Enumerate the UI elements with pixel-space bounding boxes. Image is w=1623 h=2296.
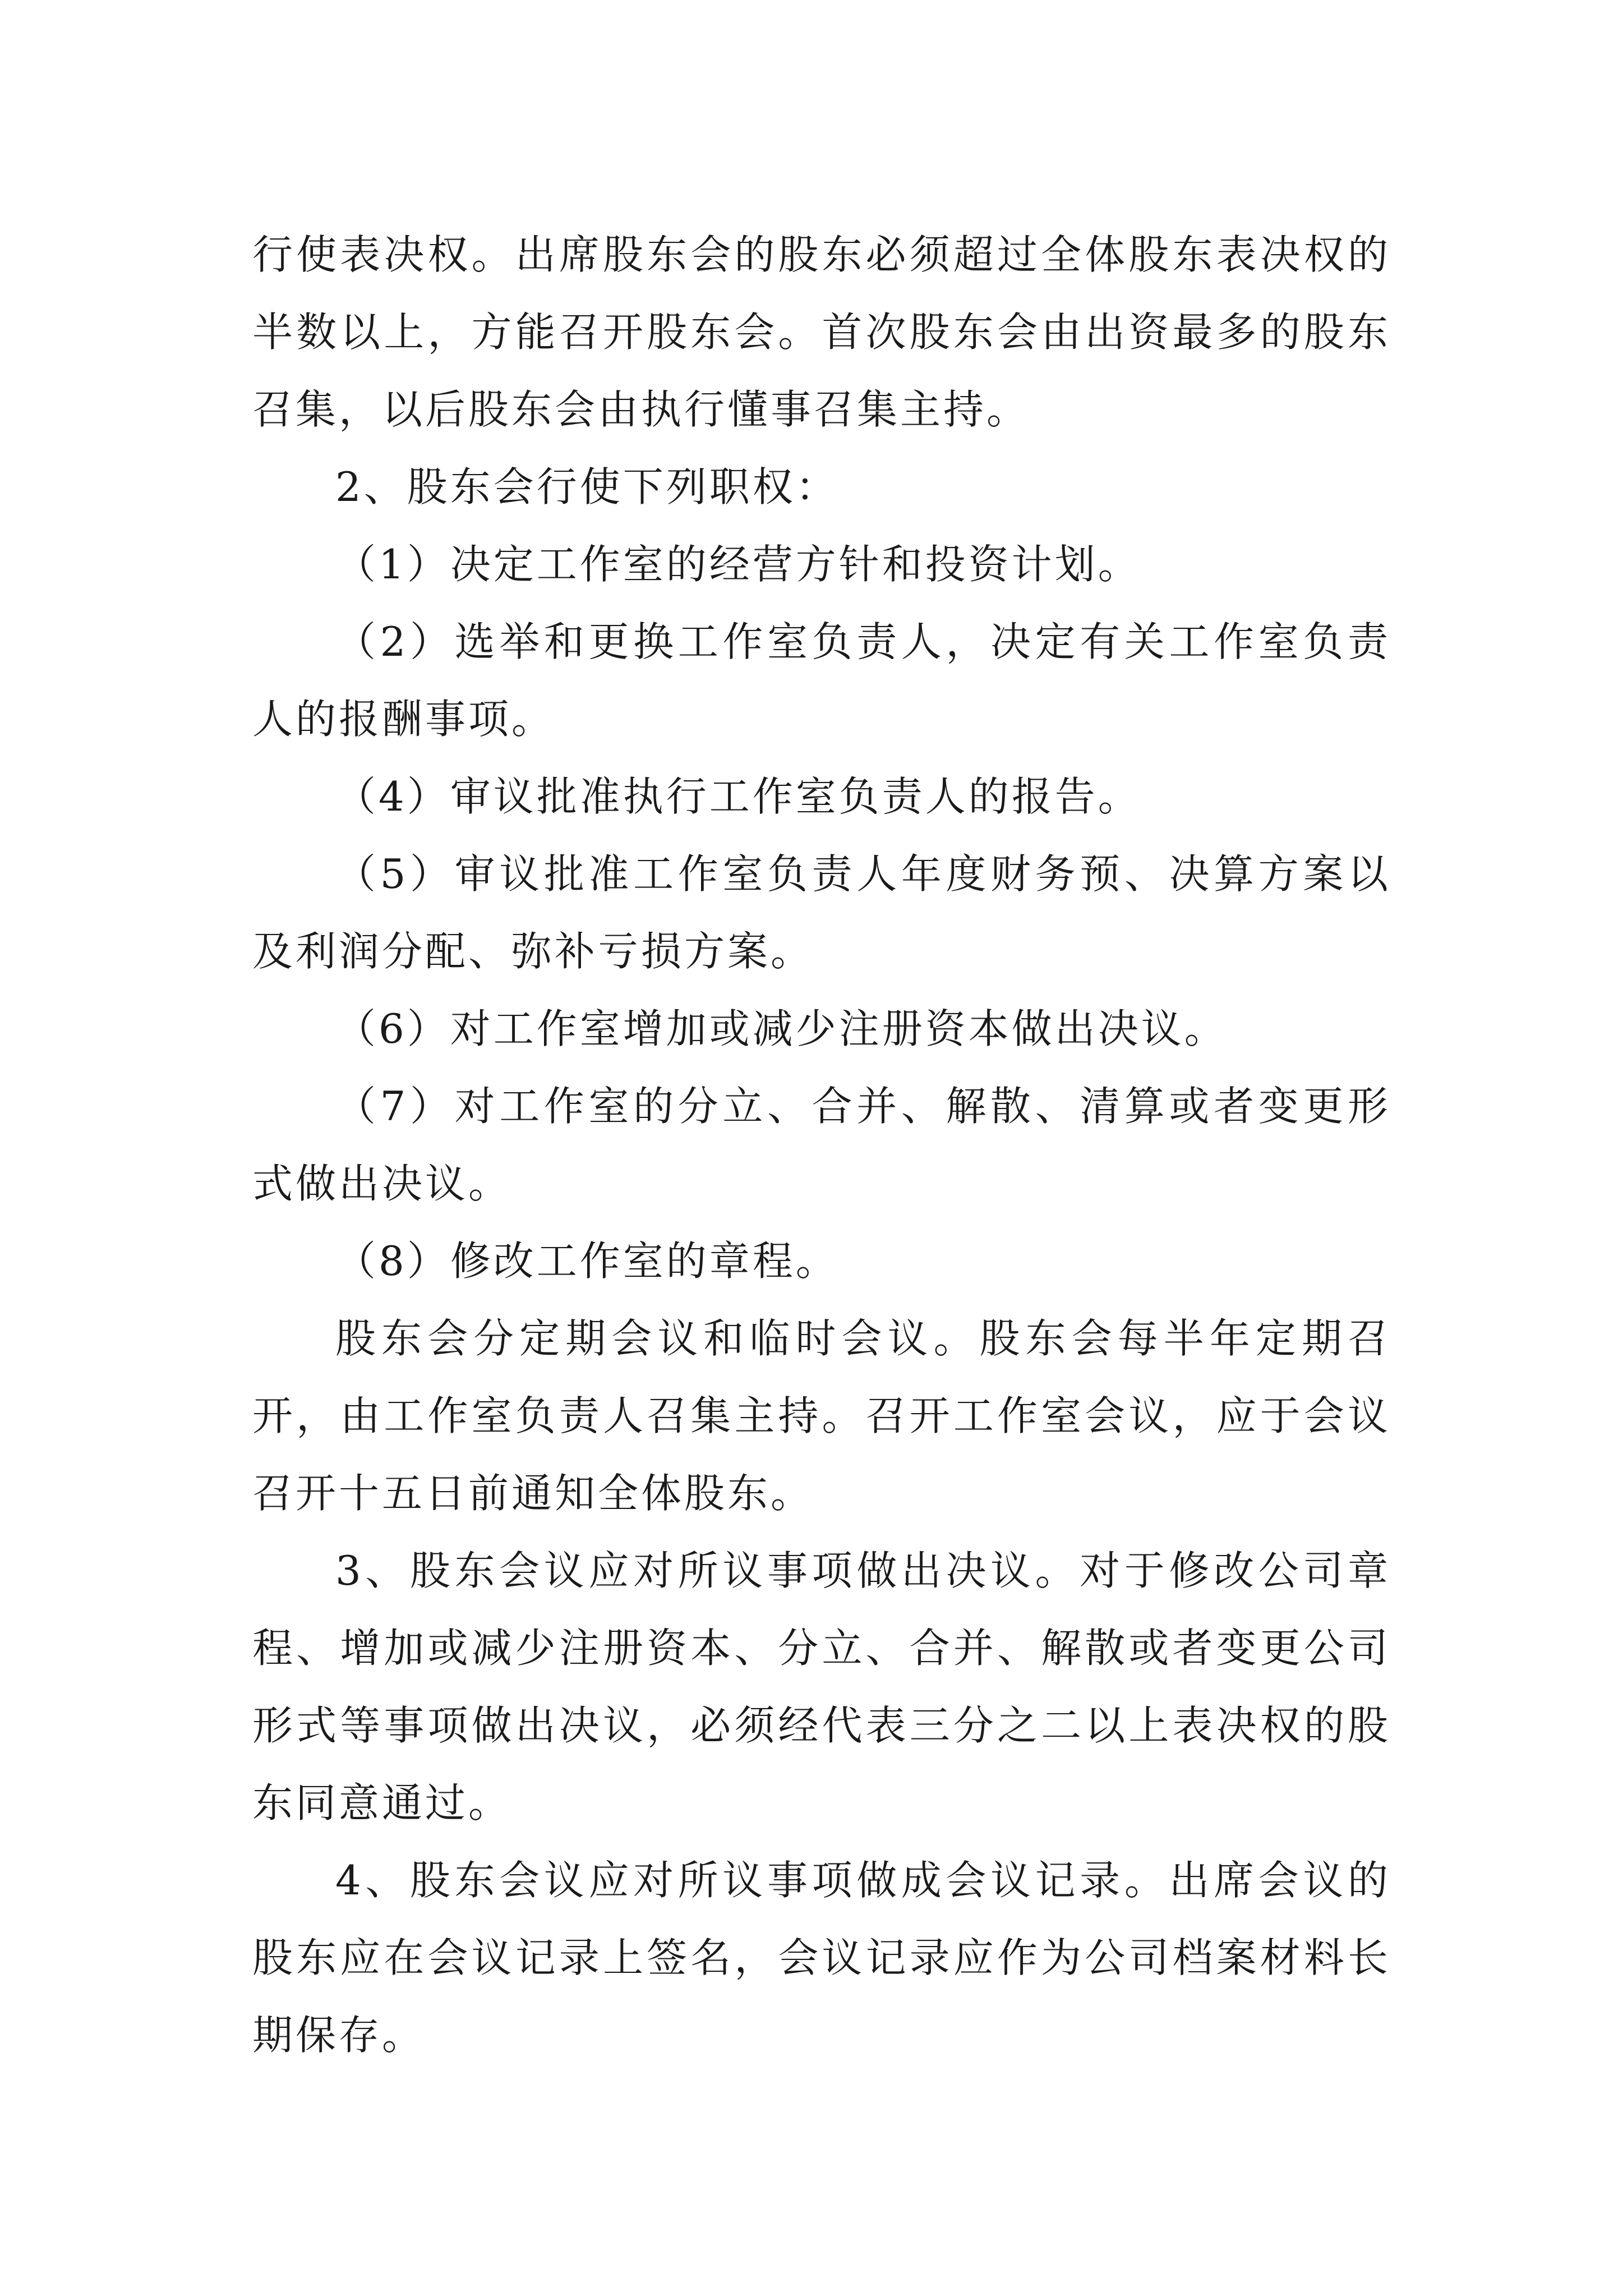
paragraph-item-1: （1）决定工作室的经营方针和投资计划。 <box>335 541 1141 588</box>
paragraph-item-2: （2）选举和更换工作室负责人，决定有关工作室负责人的报酬事项。 <box>252 618 1391 743</box>
paragraph-clause-4: 4、股东会议应对所议事项做成会议记录。出席会议的股东应在会议记录上签名，会议记录应作为公司档案材料长期保存。 <box>252 1857 1391 2059</box>
paragraph-item-4: （4）审议批准执行工作室负责人的报告。 <box>335 773 1141 820</box>
paragraph-meetings: 股东会分定期会议和临时会议。股东会每半年定期召开，由工作室负责人召集主持。召开工作室会议，应于会议召开十五日前通知全体股东。 <box>252 1315 1391 1517</box>
paragraph-clause-3: 3、股东会议应对所议事项做出决议。对于修改公司章程、增加或减少注册资本、分立、合并、解散或者变更公司形式等事项做出决议，必须经代表三分之二以上表决权的股东同意通过。 <box>252 1547 1391 1826</box>
paragraph-item-8: （8）修改工作室的章程。 <box>335 1237 839 1285</box>
paragraph-item-5: （5）审议批准工作室负责人年度财务预、决算方案以及利润分配、弥补亏损方案。 <box>252 850 1391 975</box>
document-page <box>252 216 1391 2074</box>
paragraph-item-6: （6）对工作室增加或减少注册资本做出决议。 <box>335 1005 1228 1052</box>
paragraph-item-7: （7）对工作室的分立、合并、解散、清算或者变更形式做出决议。 <box>252 1083 1391 1207</box>
paragraph-clause-2: 2、股东会行使下列职权： <box>335 463 839 510</box>
paragraph-continuation: 行使表决权。出席股东会的股东必须超过全体股东表决权的半数以上，方能召开股东会。首次股东会由出资最多的股东召集，以后股东会由执行懂事召集主持。 <box>252 231 1391 433</box>
